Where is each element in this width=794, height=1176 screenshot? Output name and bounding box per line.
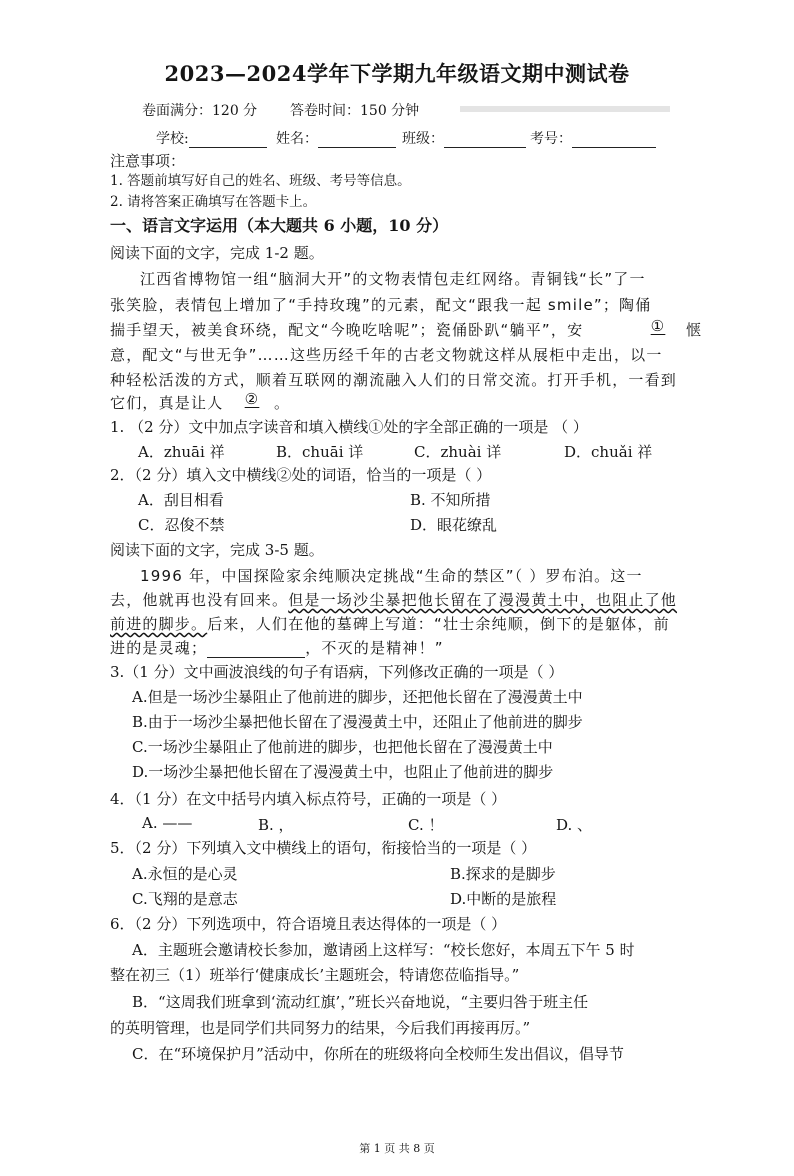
q4-option-b: B. ，	[258, 816, 294, 834]
class-field	[402, 128, 526, 148]
q4-option-a: A. ——	[142, 814, 193, 832]
class-label: 班级：	[402, 131, 444, 147]
note-item: 1. 答题前填写好自己的姓名、班级、考号等信息。	[110, 173, 411, 189]
q3-option-d: D.一场沙尘暴把他长留在了漫漫黄土中，也阻止了他前进的脚步	[132, 763, 554, 781]
wavy-sentence: 前进的脚步。	[110, 615, 208, 633]
reading-instruction: 阅读下面的文字，完成 3-5 题。	[110, 541, 324, 559]
exam-time: 答卷时间：150 分钟	[290, 103, 420, 119]
q5-option-a: A.永恒的是心灵	[132, 865, 238, 883]
passage-line: 意，配文“与世无争”……这些历经千年的古老文物就这样从展柜中走出，以一	[110, 346, 663, 364]
q6-option-b-line: B．“这周我们班拿到‘流动红旗’，”班长兴奋地说，“主要归咎于班主任	[132, 993, 589, 1011]
passage-line: 江西省博物馆一组“脑洞大开”的文物表情包走红网络。青铜钱“长”了一	[140, 270, 646, 288]
q6-option-a-line: A．主题班会邀请校长参加，邀请函上这样写：“校长您好，本周五下午 5 时	[132, 941, 635, 959]
wavy-sentence: 但是一场沙尘暴把他长留在了漫漫黄土中，也阻止了他	[288, 591, 678, 609]
q6-option-c-line: C．在“环境保护月”活动中，你所在的班级将向全校师生发出倡议，倡导节	[132, 1045, 624, 1063]
passage-text: 后来，人们在他的墓碑上写道：“壮士余纯顺，倒下的是躯体，前	[207, 615, 670, 633]
q4-option-c: C. ！	[408, 816, 444, 834]
question-5-stem: 5．（2 分）下列填入文中横线上的语句，衔接恰当的一项是（ ）	[110, 839, 537, 857]
name-label: 姓名：	[276, 131, 318, 147]
passage-line: 揣手望天，被美食环绕，配文“今晚吃啥呢”；瓷俑卧趴“躺平”，安	[110, 321, 584, 339]
passage-line: 张笑脸，表情包上增加了“手持玫瑰”的元素，配文“跟我一起 smile”；陶俑	[110, 296, 652, 314]
q3-option-a: A.但是一场沙尘暴阻止了他前进的脚步，还把他长留在了漫漫黄土中	[132, 688, 583, 706]
redaction-mark	[460, 106, 670, 112]
reading-instruction: 阅读下面的文字，完成 1-2 题。	[110, 244, 324, 262]
school-field	[156, 128, 267, 148]
blank-2: ②	[244, 390, 260, 408]
q2-option-c: C．忍俊不禁	[138, 516, 225, 534]
q5-option-c: C.飞翔的是意志	[132, 890, 238, 908]
q4-option-d: D. 、	[556, 816, 593, 834]
school-label: 学校:	[156, 131, 189, 147]
exam-title: 2023—2024学年下学期九年级语文期中测试卷	[164, 61, 630, 86]
section-heading: 一、语言文字运用（本大题共 6 小题，10 分）	[110, 216, 449, 235]
name-field	[276, 128, 396, 148]
q5-option-d: D.中断的是旅程	[450, 890, 557, 908]
q3-option-c: C.一场沙尘暴阻止了他前进的脚步，也把他长留在了漫漫黄土中	[132, 738, 553, 756]
passage-line: 它们，真是让人	[110, 394, 224, 412]
question-6-stem: 6．（2 分）下列选项中，符合语境且表达得体的一项是（ ）	[110, 915, 507, 933]
passage-line: 种轻松活泼的方式，顺着互联网的潮流融入人们的日常交流。打开手机，一看到	[110, 371, 678, 389]
passage-text: 进的是灵魂；	[110, 639, 208, 657]
page-footer: 第 1 页 共 8 页	[359, 1142, 435, 1155]
q2-option-d: D．眼花缭乱	[410, 516, 498, 534]
passage-line	[110, 637, 444, 658]
q2-option-b: B. 不知所措	[410, 491, 491, 509]
q5-option-b: B.探求的是脚步	[450, 865, 556, 883]
q2-option-a: A．刮目相看	[138, 491, 224, 509]
note-item: 2. 请将答案正确填写在答题卡上。	[110, 194, 317, 210]
passage-text: 去，他就再也没有回来。	[110, 591, 289, 609]
passage-line: 1996 年，中国探险家余纯顺决定挑战“生命的禁区”（ ）罗布泊。这一	[140, 567, 643, 585]
passage-line: 。	[274, 394, 291, 412]
exam-number-field	[530, 128, 656, 148]
q6-option-b-line: 的英明管理，也是同学们共同努力的结果，今后我们再接再厉。”	[110, 1019, 531, 1037]
q1-option-c: C．zhuài 详	[414, 443, 502, 461]
full-score: 卷面满分：120 分	[142, 103, 258, 119]
blank-1: ①	[650, 317, 666, 335]
question-4-stem: 4．（1 分）在文中括号内填入标点符号，正确的一项是（ ）	[110, 790, 507, 808]
passage-line: 惬	[686, 321, 703, 339]
notes-heading: 注意事项：	[110, 152, 186, 170]
passage-text: ，不灭的是精神！”	[305, 639, 444, 657]
q3-option-b: B.由于一场沙尘暴把他长留在了漫漫黄土中，还阻止了他前进的脚步	[132, 713, 583, 731]
q1-option-b: B．chuāi 详	[276, 443, 364, 461]
q1-option-a: A．zhuāi 祥	[138, 443, 225, 461]
question-1-stem: 1. （2 分）文中加点字读音和填入横线①处的字全部正确的一项是 （ ）	[110, 418, 588, 436]
exam-number-label: 考号：	[530, 131, 572, 147]
q6-option-a-line: 整在初三（1）班举行‘健康成长’主题班会，特请您莅临指导。”	[110, 966, 520, 984]
passage-line	[110, 613, 670, 634]
q1-option-d: D．chuǎi 祥	[564, 443, 653, 461]
question-3-stem: 3.（1 分）文中画波浪线的句子有语病，下列修改正确的一项是（ ）	[110, 663, 564, 681]
passage-line	[110, 589, 677, 610]
question-2-stem: 2．（2 分）填入文中横线②处的词语，恰当的一项是（ ）	[110, 466, 492, 484]
